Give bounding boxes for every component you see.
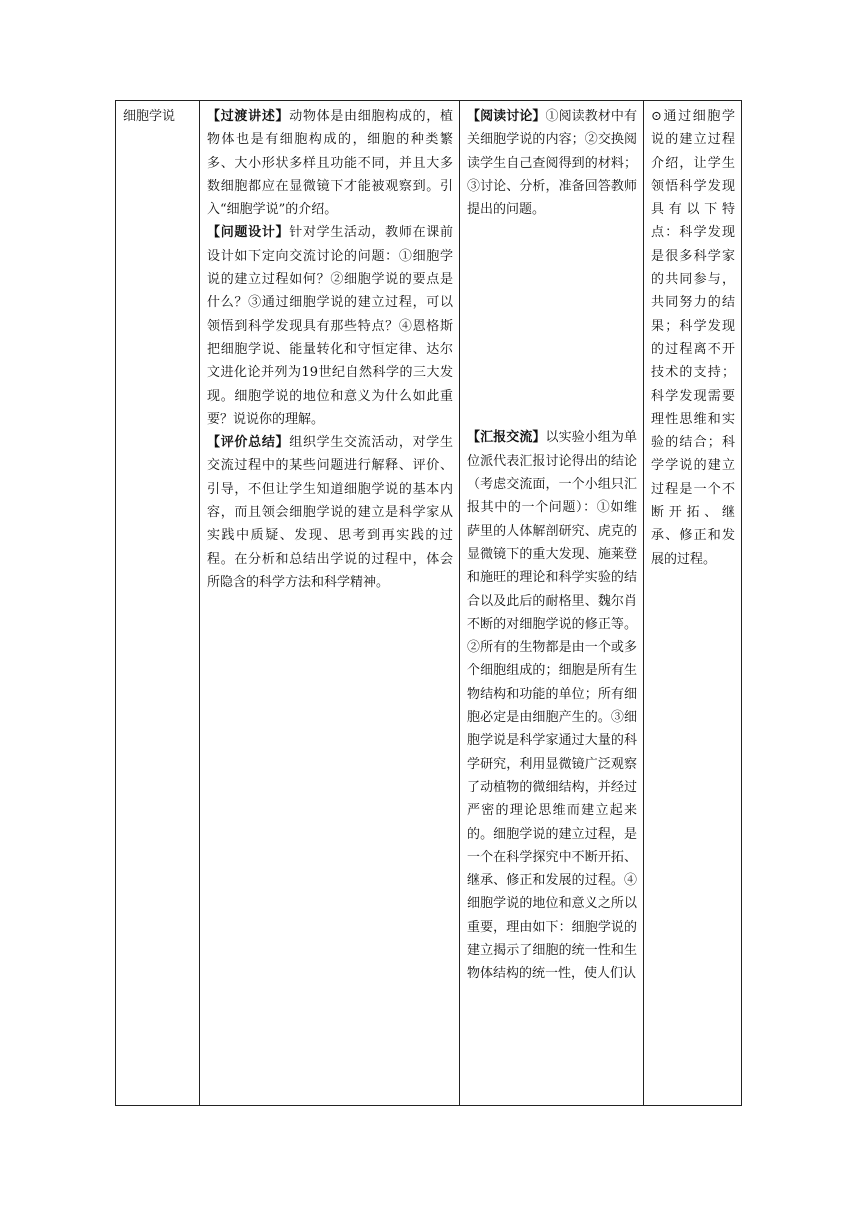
question-tag: 【问题设计】	[207, 225, 290, 241]
summary-tag: 【评价总结】	[207, 435, 290, 451]
reading-text: ①阅读教材中有关细胞学说的内容；②交换阅读学生自己查阅得到的材料；③讨论、分析，准备回答教师提出的问题。	[467, 109, 637, 218]
summary-paragraph	[207, 431, 453, 594]
topic-cell	[116, 101, 200, 1106]
transition-tag: 【过渡讲述】	[207, 109, 290, 124]
report-text: 以实验小组为单位派代表汇报讨论得出的结论（考虑交流面，一个小组只汇报其中的一个问题）：①如维萨里的人体解剖研究、虎克的显微镜下的重大发现、施莱登和施旺的理论和科学实验的结合以及此后的耐格里、魏尔肖不断的对细胞学说的修正等。②所有的生物都是由一个或多个细胞组成的；细胞是所有生物结构和功能的单位；所有细胞必定是由细胞产生的。③细胞学说是科学家通过大量的科学研究，利用显微镜广泛观察了动植物的微细结构，并经过严密的理论思维而建立起来的。细胞学说的建立过程，是一个在科学探究中不断开拓、继承、修正和发展的过程。④细胞学说的地位和意义之所以重要，理由如下：细胞学说的建立揭示了细胞的统一性和生物体结构的统一性，使人们认	[467, 430, 637, 982]
design-intent-text: ⊙通过细胞学说的建立过程介绍，让学生领悟科学发现具有以下特点：科学发现是很多科学家的共同参与，共同努力的结果；科学发现的过程离不开技术的支持；科学发现需要理性思维和实验的结合；科学学说的建立过程是一个不断开拓、继承、修正和发展的过程。	[651, 109, 735, 567]
report-tag: 【汇报交流】	[467, 430, 546, 446]
question-text: 针对学生活动，教师在课前设计如下定向交流讨论的问题：①细胞学说的建立过程如何？②细胞学说的要点是什么？③通过细胞学说的建立过程，可以领悟到科学发现具有那些特点？④恩格斯把细胞学说、能量转化和守恒定律、达尔文进化论并列为19世纪自然科学的三大发现。细胞学说的地位和意义为什么如此重要？说说你的理解。	[207, 225, 453, 427]
reading-tag: 【阅读讨论】	[467, 109, 546, 124]
table-row	[116, 101, 742, 1106]
design-intent-cell	[644, 101, 742, 1106]
spacer	[467, 221, 637, 426]
student-activity-cell	[460, 101, 644, 1106]
reading-paragraph	[467, 105, 637, 221]
transition-paragraph	[207, 105, 453, 221]
question-paragraph	[207, 221, 453, 431]
lesson-plan-table	[115, 100, 742, 1106]
topic-label: 细胞学说	[123, 109, 176, 124]
transition-text: 动物体是由细胞构成的，植物体也是有细胞构成的，细胞的种类繁多、大小形状多样且功能不同，并且大多数细胞都应在显微镜下才能被观察到。引入“细胞学说”的介绍。	[207, 109, 453, 218]
teacher-activity-cell	[200, 101, 460, 1106]
summary-text: 组织学生交流活动，对学生交流过程中的某些问题进行解释、评价、引导，不但让学生知道细胞学说的基本内容，而且领会细胞学说的建立是科学家从实践中质疑、发现、思考到再实践的过程。在分析和总结出学说的过程中，体会所隐含的科学方法和科学精神。	[207, 435, 453, 590]
report-paragraph	[467, 426, 637, 985]
